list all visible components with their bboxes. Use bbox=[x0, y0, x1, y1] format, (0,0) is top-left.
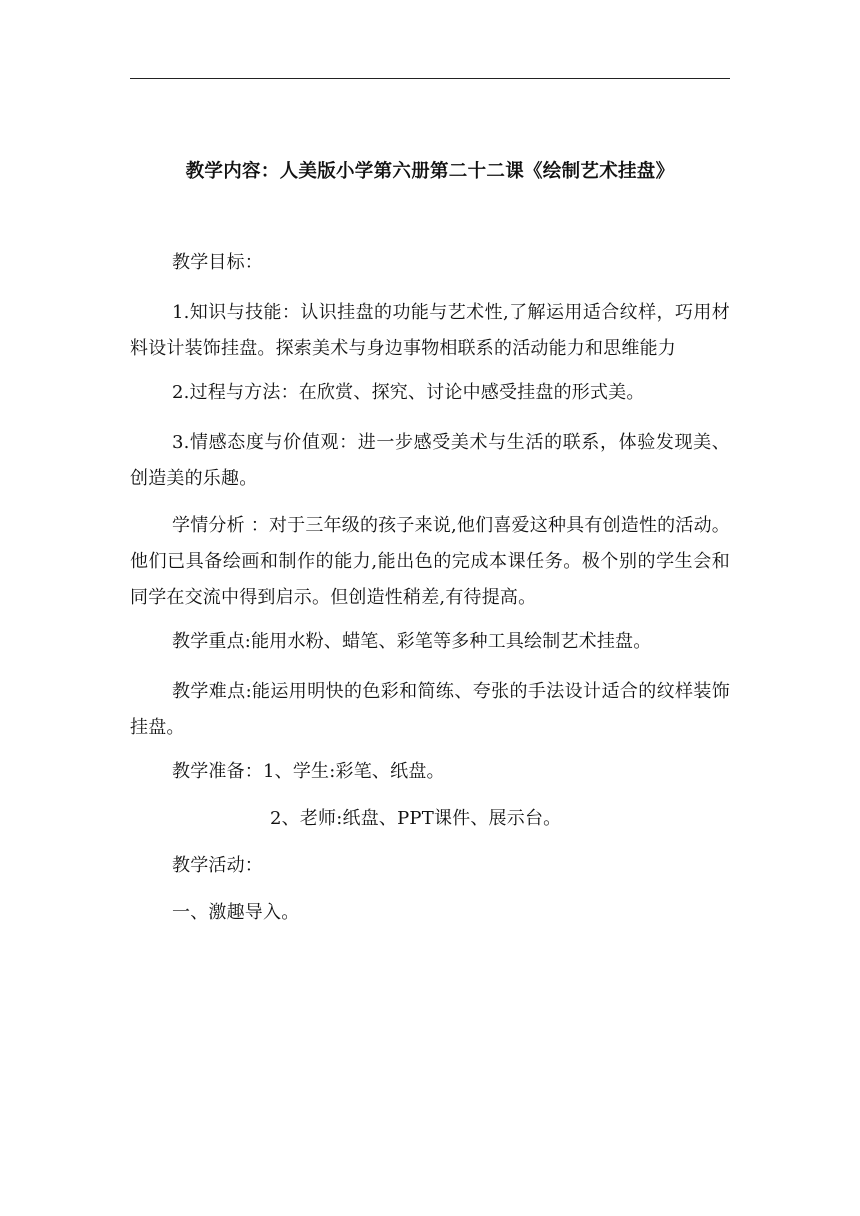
paragraph-objective-2: 2.过程与方法：在欣赏、探究、讨论中感受挂盘的形式美。 bbox=[172, 382, 645, 403]
paragraph-difficulties: 教学难点:能运用明快的色彩和简练、夸张的手法设计适合的纹样装饰挂盘。 bbox=[130, 681, 730, 738]
header-rule bbox=[130, 78, 730, 79]
paragraph-activities-heading: 教学活动： bbox=[172, 855, 263, 876]
paragraph-preparation-2: 2、老师:纸盘、PPT课件、展示台。 bbox=[270, 808, 562, 829]
paragraph-objectives-heading: 教学目标： bbox=[172, 252, 263, 273]
document-title: 教学内容：人美版小学第六册第二十二课《绘制艺术挂盘》 bbox=[185, 161, 675, 182]
paragraph-objective-3: 3.情感态度与价值观：进一步感受美术与生活的联系，体验发现美、创造美的乐趣。 bbox=[130, 432, 730, 489]
paragraph-student-analysis: 学情分析 ：对于三年级的孩子来说,他们喜爱这种具有创造性的活动。他们已具备绘画和制作的能力,能出色的完成本课任务。极个别的学生会和同学在交流中得到启示。但创造性稍差,有待提高。 bbox=[130, 515, 730, 608]
document-body bbox=[130, 248, 730, 945]
paragraph-preparation-1: 教学准备：1、学生:彩笔、纸盘。 bbox=[172, 761, 445, 782]
paragraph-section-1: 一、激趣导入。 bbox=[172, 902, 300, 923]
paragraph-key-points: 教学重点:能用水粉、蜡笔、彩笔等多种工具绘制艺术挂盘。 bbox=[172, 631, 652, 652]
paragraph-objective-1: 1.知识与技能：认识挂盘的功能与艺术性,了解运用适合纹样，巧用材料设计装饰挂盘。探索美术与身边事物相联系的活动能力和思维能力 bbox=[130, 302, 730, 359]
